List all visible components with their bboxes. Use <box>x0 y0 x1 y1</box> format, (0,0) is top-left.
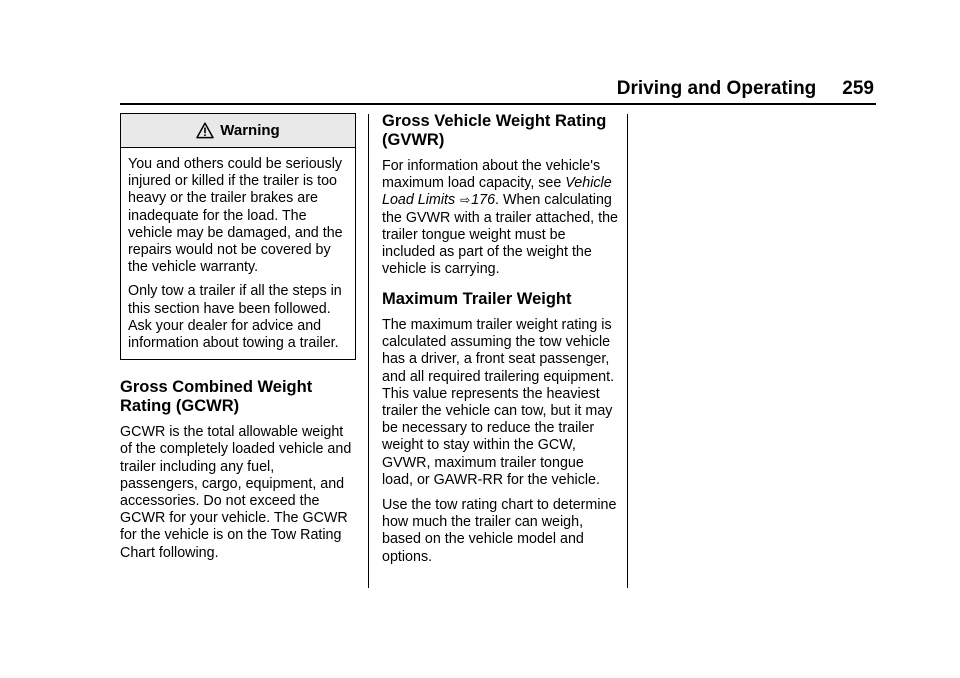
column-divider-left <box>368 114 369 588</box>
max-trailer-paragraph: Use the tow rating chart to determine how much the trailer can weigh, based on the vehicle model and options. <box>382 496 617 565</box>
page-reference-icon: ⇨ <box>460 193 471 208</box>
vehicle-load-limits-link[interactable]: Vehicle Load Limits <box>382 175 612 209</box>
reference-page-number[interactable]: 176 <box>471 192 496 209</box>
section-title: Driving and Operating <box>616 78 817 99</box>
page-header <box>120 78 874 104</box>
warning-paragraph: You and others could be seriously injured or killed if the trailer is too heavy or the trailer brakes are inadequate for the load. The vehicle may be damaged, and the repairs would not be covered by the vehicle warranty. <box>128 156 343 276</box>
warning-triangle-icon <box>196 122 214 139</box>
gvwr-heading: Gross Vehicle Weight Rating (GVWR) <box>382 112 607 149</box>
warning-header <box>121 114 355 148</box>
gcwr-heading: Gross Combined Weight Rating (GCWR) <box>120 378 313 415</box>
max-trailer-paragraph: The maximum trailer weight rating is calculated assuming the tow vehicle has a driver, a front seat passenger, and all required trailering equipment. This value represents the heaviest trailer the vehicle can tow, but it may be necessary to reduce the trailer weight to stay within the GCW, GVWR, maximum trailer tongue load, or GAWR-RR for the vehicle. <box>382 316 615 488</box>
warning-title: Warning <box>220 121 280 139</box>
warning-paragraph: Only tow a trailer if all the steps in this section have been followed. Ask your dealer for advice and information about towing a trailer. <box>128 283 342 352</box>
column-divider-right <box>627 114 628 588</box>
gcwr-body: GCWR is the total allowable weight of the completely loaded vehicle and trailer including any fuel, passengers, cargo, equipment, and accessories. Do not exceed the GCWR for your vehicle. The GCWR for the vehicle is on the Tow Rating Chart following. <box>120 424 352 561</box>
warning-box <box>120 113 356 360</box>
warning-body <box>121 148 355 359</box>
middle-column <box>382 113 618 574</box>
page-number: 259 <box>842 78 874 99</box>
max-trailer-heading: Maximum Trailer Weight <box>382 290 572 309</box>
left-column <box>120 113 356 570</box>
header-rule <box>120 103 876 105</box>
gvwr-body <box>382 158 618 278</box>
gvwr-body-before: For information about the vehicle's maximum load capacity, see <box>382 158 601 192</box>
gvwr-body-after: . When calculating the GVWR with a trailer attached, the trailer tongue weight must be included as part of the weight the vehicle is carrying. <box>382 192 619 278</box>
